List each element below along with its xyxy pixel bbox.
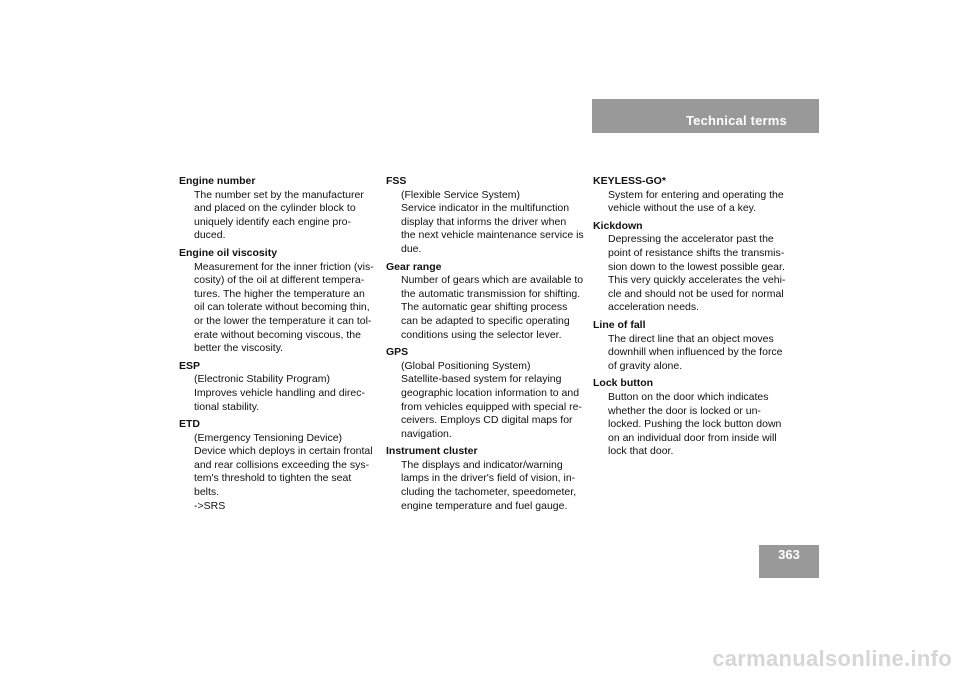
term-engine-oil-viscosity: Engine oil viscosity (179, 246, 278, 259)
definition-fss: (Flexible Service System) Service indicator in the multifunction display that informs the driver when the next vehicle maintenance service is due. (401, 188, 584, 255)
term-kickdown: Kickdown (593, 219, 643, 232)
definition-etd: (Emergency Tensioning Device) Device which deploys in certain frontal and rear collisions exceeding the sys- tem's threshold to tighten the seat belts. ->SRS (194, 431, 373, 512)
header-bar (592, 99, 819, 133)
definition-gps: (Global Positioning System) Satellite-based system for relaying geographic location information to and from vehicles equipped with special re- ceivers. Employs CD digital maps for navigation. (401, 359, 582, 440)
definition-keyless-go: System for entering and operating the vehicle without the use of a key. (608, 188, 784, 215)
term-engine-number: Engine number (179, 175, 256, 187)
term-instrument-cluster: Instrument cluster (386, 445, 478, 458)
page-title: Technical terms (685, 113, 787, 128)
definition-line-of-fall: The direct line that an object moves downhill when influenced by the force of gravity alone. (608, 332, 783, 372)
definition-engine-number: The number set by the manufacturer and placed on the cylinder block to uniquely identify each engine pro- duced. (194, 188, 364, 242)
definition-lock-button: Button on the door which indicates whether the door is locked or un- locked. Pushing the lock button down on an individual door from inside will lock that door. (608, 390, 782, 458)
definition-kickdown: Depressing the accelerator past the point of resistance shifts the transmis- sion down to the lowest possible gear. This very quickly accelerates the vehi- cle and should not be used for normal acceleration needs. (608, 233, 786, 314)
glossary-column-1 (179, 175, 379, 517)
term-etd: ETD (179, 418, 200, 431)
page-number-box (759, 545, 819, 578)
definition-instrument-cluster: The displays and indicator/warning lamps in the driver's field of vision, in- cluding the tachometer, speedometer, engine temperature and fuel gauge. (401, 458, 577, 512)
term-keyless-go: KEYLESS-GO* (593, 175, 666, 187)
definition-engine-oil-viscosity: Measurement for the inner friction (vis- cosity) of the oil at different tempera- tures. The higher the temperature an oil can tolerate without becoming thin, or the lower the temperature it can tol- erate without becoming viscous, the better the viscosity. (194, 260, 374, 355)
watermark: carmanualsonline.info (712, 646, 952, 671)
term-fss: FSS (386, 175, 407, 187)
definition-esp: (Electronic Stability Program) Improves vehicle handling and direc- tional stability. (194, 373, 366, 413)
term-esp: ESP (179, 359, 201, 372)
term-gear-range: Gear range (386, 260, 442, 273)
definition-gear-range: Number of gears which are available to the automatic transmission for shifting. The automatic gear shifting process can be adapted to specific operating conditions using the selector lever. (401, 274, 584, 341)
glossary-column-2 (386, 175, 586, 517)
term-lock-button: Lock button (593, 377, 654, 390)
page-number: 363 (778, 547, 800, 562)
term-line-of-fall: Line of fall (593, 318, 646, 331)
term-gps: GPS (386, 346, 409, 359)
glossary-column-3 (593, 175, 793, 463)
